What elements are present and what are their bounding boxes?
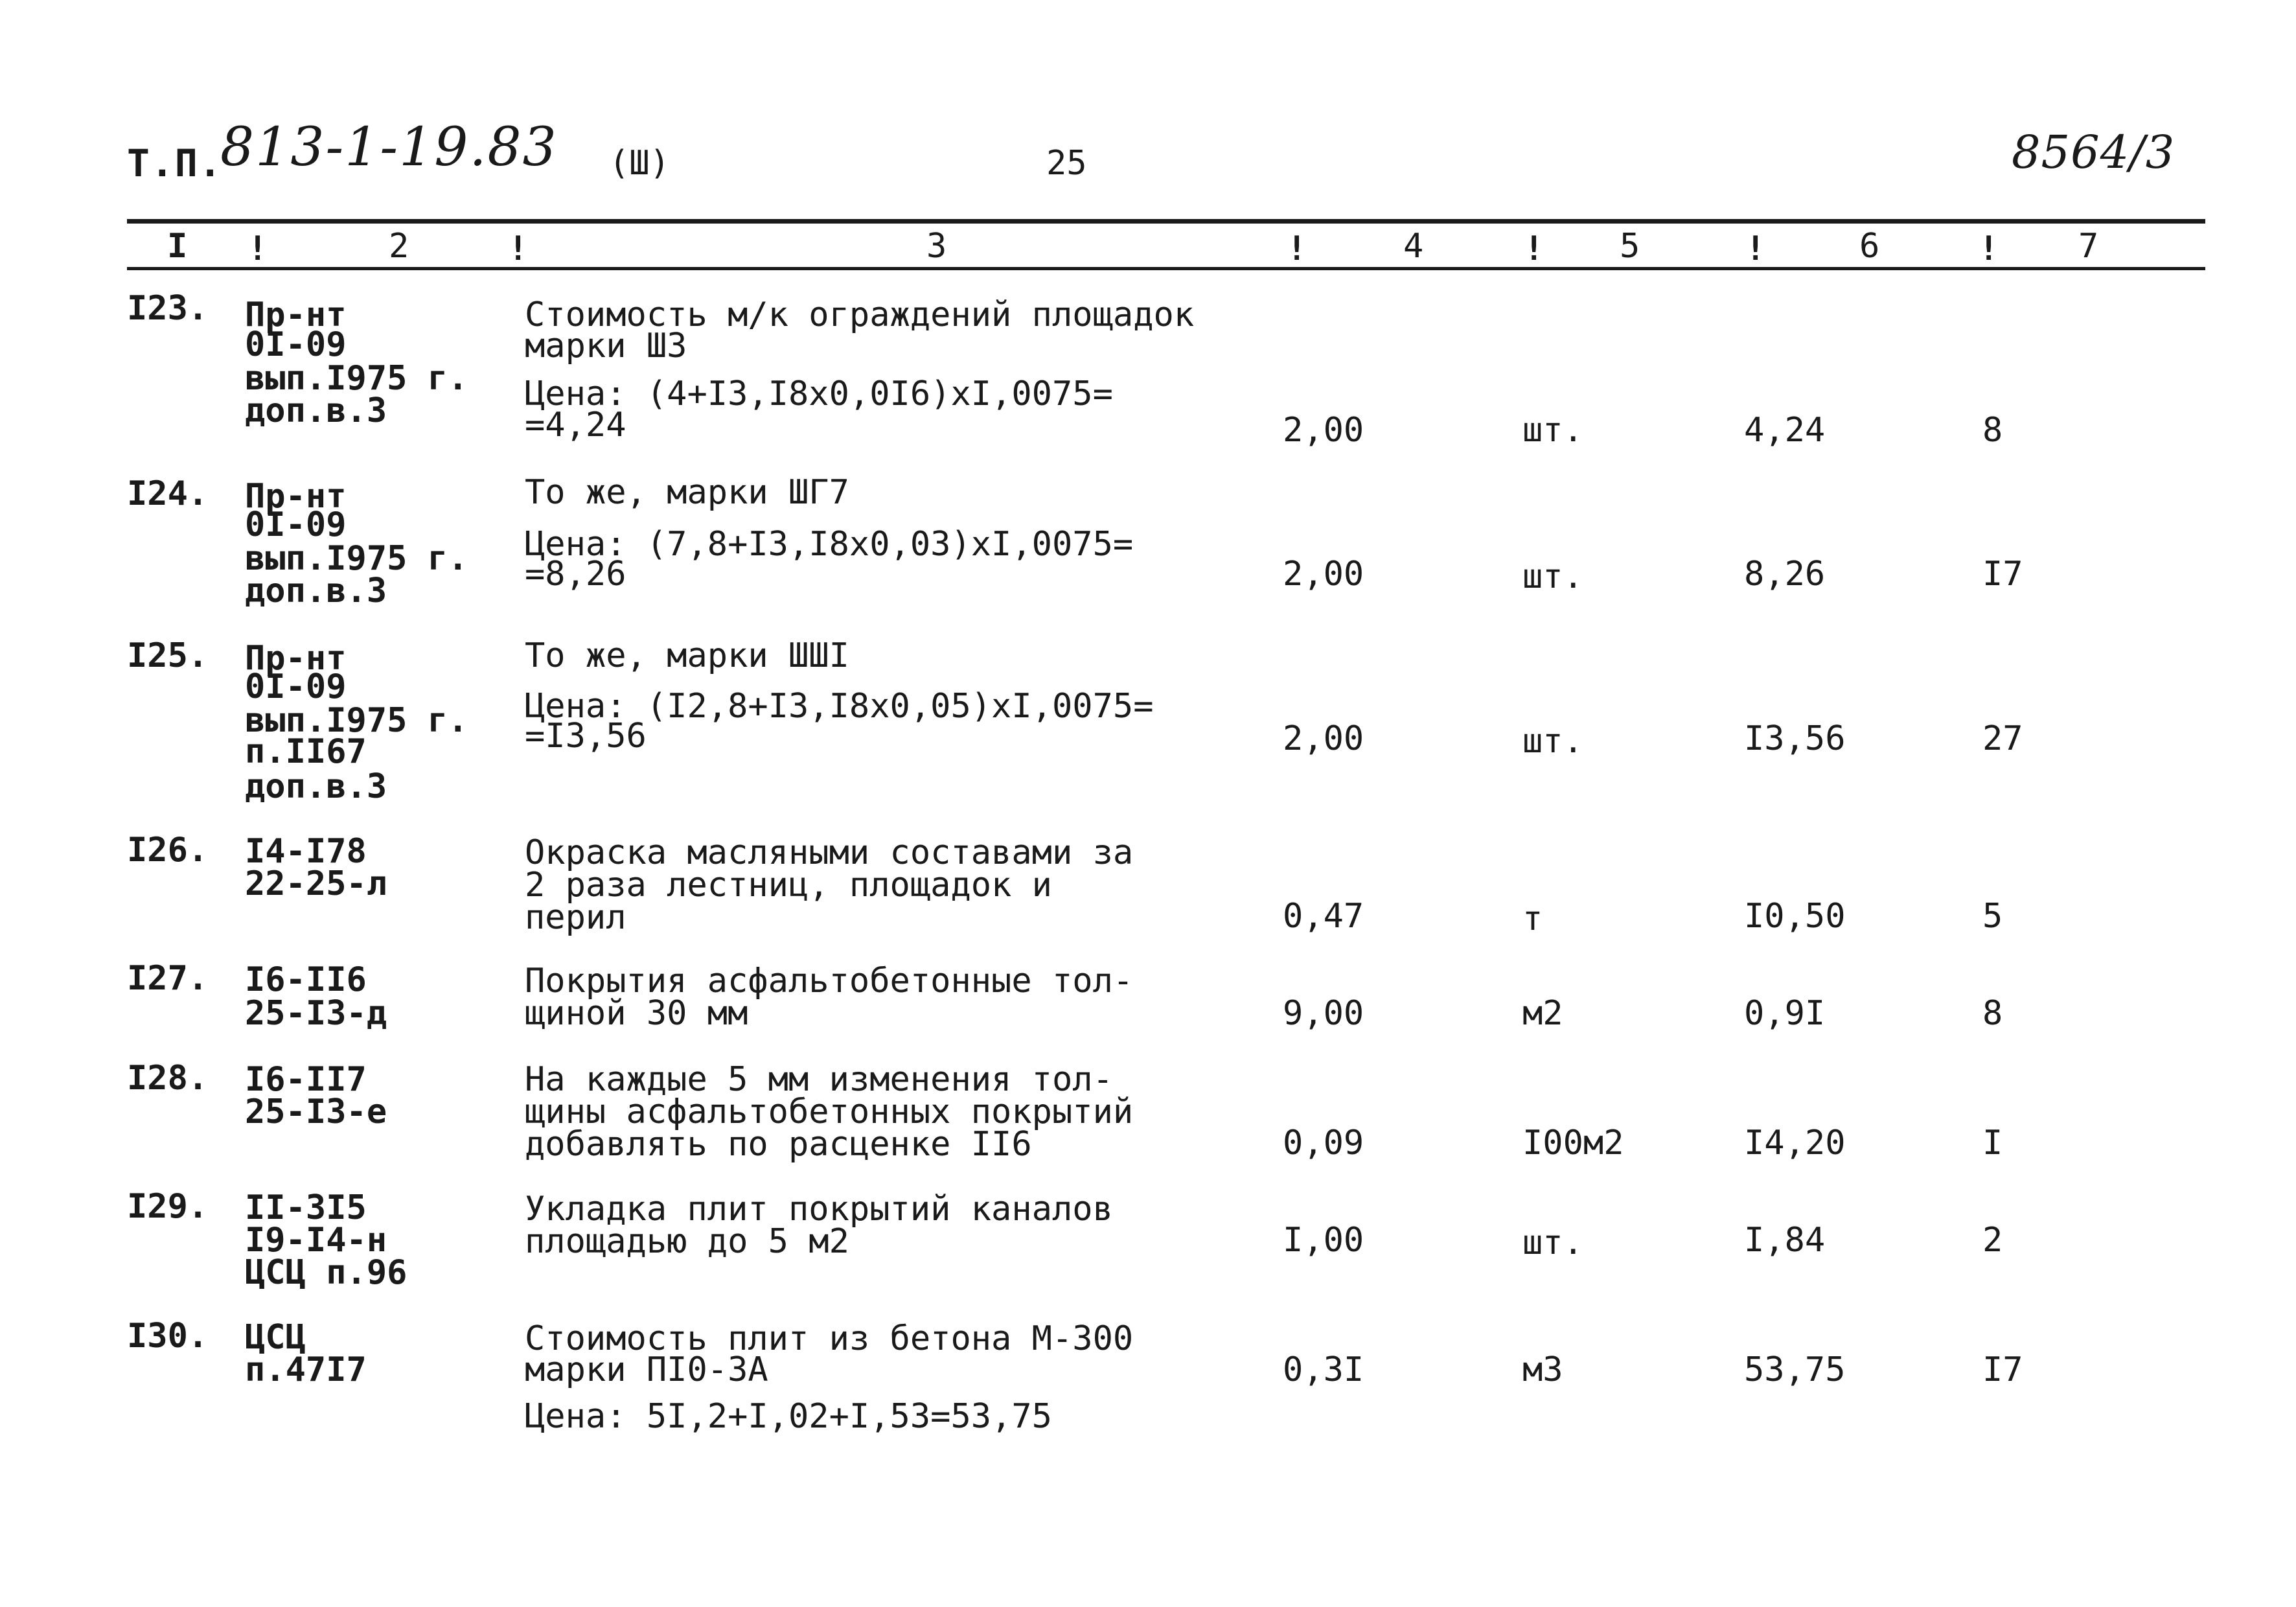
unit: м3 (1522, 1350, 1563, 1389)
quantity: 2,00 (1283, 555, 1364, 594)
code-line: 0I-09 (245, 505, 347, 544)
unit: шт. (1522, 722, 1583, 761)
quantity: 0,09 (1283, 1124, 1364, 1162)
total: 8 (1982, 994, 2003, 1033)
total: I (1982, 1124, 2003, 1162)
total: I7 (1982, 555, 2023, 594)
column-header-7: 7 (2078, 227, 2099, 266)
code-line: доп.в.3 (245, 572, 387, 610)
unit-price: 4,24 (1744, 411, 1826, 450)
column-separator: ! (247, 229, 268, 268)
unit: т (1522, 899, 1543, 938)
price-formula-line: =I3,56 (525, 717, 647, 756)
unit-price: I4,20 (1744, 1124, 1846, 1162)
code-line: I9-I4-н (245, 1221, 387, 1260)
code-line: I6-II7 (245, 1060, 367, 1099)
quantity: I,00 (1283, 1221, 1364, 1260)
total: 2 (1982, 1221, 2003, 1260)
unit-price: 53,75 (1744, 1350, 1846, 1389)
quantity: 2,00 (1283, 411, 1364, 450)
code-line: вып.I975 г. (245, 359, 468, 398)
row-number: I27. (127, 959, 209, 998)
row-number: I24. (127, 474, 209, 513)
total: 8 (1982, 411, 2003, 450)
unit: шт. (1522, 557, 1583, 596)
unit-price: 0,9I (1744, 994, 1826, 1033)
header-top-rule (127, 219, 2205, 224)
column-separator: ! (1979, 229, 1999, 268)
total: 5 (1982, 897, 2003, 936)
unit: шт. (1522, 411, 1583, 450)
code-line: ЦСЦ (245, 1318, 306, 1357)
description-line: То же, марки ШГ7 (525, 473, 849, 512)
row-number: I25. (127, 636, 209, 675)
code-line: Пр-нт (245, 477, 347, 516)
inventory-number: 8564/3 (2012, 126, 2175, 179)
code-line: доп.в.3 (245, 391, 387, 430)
description-line: Стоимость м/к ограждений площадок (525, 295, 1195, 334)
column-separator: ! (508, 229, 529, 268)
total: 27 (1982, 719, 2023, 758)
description-line: На каждые 5 мм изменения тол- (525, 1060, 1113, 1099)
code-line: ЦСЦ п.96 (245, 1253, 408, 1292)
row-number: I23. (127, 289, 209, 328)
code-line: Пр-нт (245, 639, 347, 678)
row-number: I28. (127, 1059, 209, 1098)
column-separator: ! (1287, 229, 1307, 268)
code-line: вып.I975 г. (245, 701, 468, 740)
unit-price: 8,26 (1744, 555, 1826, 594)
unit: шт. (1522, 1223, 1583, 1262)
code-line: п.II67 (245, 732, 367, 771)
code-line: вып.I975 г. (245, 539, 468, 578)
unit-price: I0,50 (1744, 897, 1846, 936)
row-number: I29. (127, 1187, 209, 1226)
unit-price: I3,56 (1744, 719, 1846, 758)
row-number: I26. (127, 831, 209, 870)
unit: I00м2 (1522, 1124, 1624, 1162)
code-line: II-3I5 (245, 1188, 367, 1227)
description-line: марки ШЗ (525, 327, 687, 365)
description-line: То же, марки ШШI (525, 636, 849, 675)
description-line: щиной 30 мм (525, 994, 748, 1033)
quantity: 9,00 (1283, 994, 1364, 1033)
price-formula-line: =4,24 (525, 406, 626, 445)
code-line: I6-II6 (245, 960, 367, 999)
column-header-3: 3 (926, 227, 947, 266)
description-line: Окраска масляными составами за (525, 833, 1134, 872)
description-line: добавлять по расценке II6 (525, 1125, 1032, 1164)
price-formula-line: =8,26 (525, 555, 626, 594)
unit: м2 (1522, 994, 1563, 1033)
price-formula-line: Цена: (4+I3,I8x0,0I6)xI,0075= (525, 375, 1113, 413)
header-bottom-rule (127, 267, 2205, 270)
description-line: 2 раза лестниц, площадок и (525, 866, 1052, 905)
description-line: перил (525, 898, 626, 937)
page-number: 25 (1046, 144, 1087, 183)
quantity: 2,00 (1283, 719, 1364, 758)
code-line: 22-25-л (245, 864, 387, 903)
code-line: п.47I7 (245, 1350, 367, 1389)
code-line: 0I-09 (245, 667, 347, 706)
column-header-4: 4 (1403, 227, 1424, 266)
description-line: Стоимость плит из бетона М-300 (525, 1319, 1134, 1358)
price-formula-line: Цена: (7,8+I3,I8x0,03)xI,0075= (525, 525, 1134, 564)
description-line: Покрытия асфальтобетонные тол- (525, 962, 1134, 1000)
column-header-2: 2 (389, 227, 409, 266)
description-line: площадью до 5 м2 (525, 1222, 849, 1261)
quantity: 0,47 (1283, 897, 1364, 936)
row-number: I30. (127, 1317, 209, 1356)
description-line: Укладка плит покрытий каналов (525, 1190, 1113, 1229)
code-line: Пр-нт (245, 295, 347, 334)
column-header-1: I (167, 227, 188, 266)
description-line: марки ПI0-3А (525, 1350, 768, 1389)
column-header-6: 6 (1859, 227, 1880, 266)
section-label: (Ш) (609, 144, 670, 183)
quantity: 0,3I (1283, 1350, 1364, 1389)
unit-price: I,84 (1744, 1221, 1826, 1260)
code-line: 25-I3-д (245, 994, 387, 1033)
column-separator: ! (1745, 229, 1766, 268)
column-header-5: 5 (1620, 227, 1640, 266)
code-line: I4-I78 (245, 832, 367, 871)
total: I7 (1982, 1350, 2023, 1389)
code-line: 0I-09 (245, 325, 347, 364)
code-line: доп.в.3 (245, 767, 387, 806)
project-number: 813-1-19.83 (220, 117, 558, 178)
tp-label: Т.П. (127, 141, 223, 185)
column-separator: ! (1524, 229, 1544, 268)
price-formula-line: Цена: 5I,2+I,02+I,53=53,75 (525, 1397, 1052, 1436)
price-formula-line: Цена: (I2,8+I3,I8x0,05)xI,0075= (525, 687, 1154, 726)
description-line: щины асфальтобетонных покрытий (525, 1093, 1134, 1131)
code-line: 25-I3-е (245, 1093, 387, 1131)
